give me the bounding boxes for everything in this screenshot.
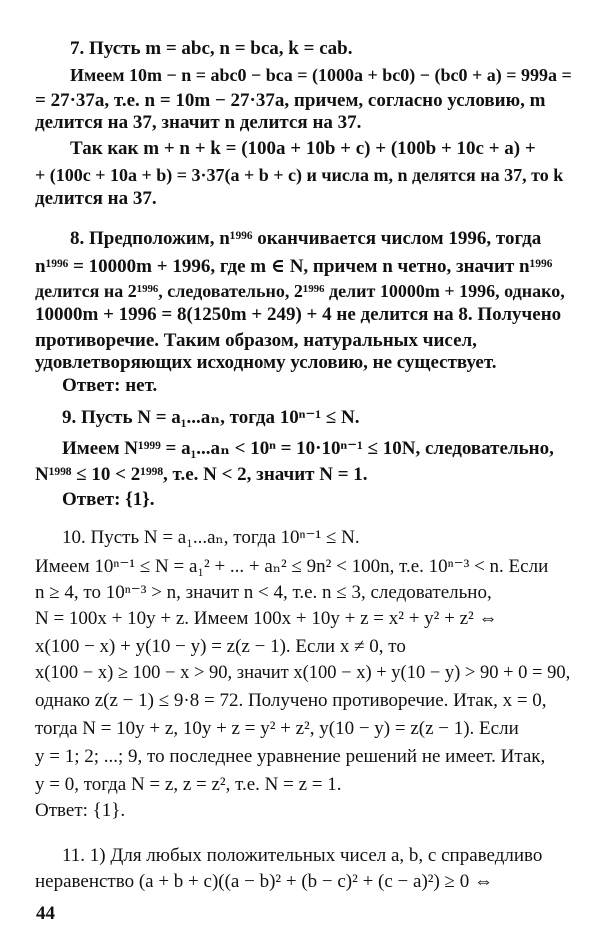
text-line: Имеем 10ⁿ⁻¹ ≤ N = a₁² + ... + aₙ² ≤ 9n² < 100n, т.е. 10ⁿ⁻³ < n. Если (35, 556, 549, 577)
text-line: x(100 − x) ≥ 100 − x > 90, значит x(100 − x) + y(10 − y) > 90 + 0 = 90, (35, 663, 571, 683)
text-line: x(100 − x) + y(10 − y) = z(z − 1). Если x ≠ 0, то (35, 636, 406, 657)
text-line: 7. Пусть m = abc, n = bca, k = cab. (70, 38, 353, 59)
text-line: Так как m + n + k = (100a + 10b + c) + (100b + 10c + a) + (70, 138, 536, 159)
text-line: противоречие. Таким образом, натуральных чисел, (35, 330, 477, 351)
text-line: 10. Пусть N = a₁...aₙ, тогда 10ⁿ⁻¹ ≤ N. (62, 527, 360, 548)
page-number: 44 (36, 903, 55, 924)
text-line: делится на 37. (35, 188, 157, 209)
text-line: Имеем N¹⁹⁹⁹ = a₁...aₙ < 10ⁿ = 10·10ⁿ⁻¹ ≤ 10N, следовательно, (62, 438, 554, 459)
text-line: + (100c + 10a + b) = 3·37(a + b + c) и числа m, n делятся на 37, то k (35, 165, 564, 185)
text-line: n ≥ 4, то 10ⁿ⁻³ > n, значит n < 4, т.е. n ≤ 3, следовательно, (35, 582, 492, 603)
text-line: тогда N = 10y + z, 10y + z = y² + z², y(10 − y) = z(z − 1). Если (35, 718, 519, 739)
text-line: y = 1; 2; ...; 9, то последнее уравнение решений не имеет. Итак, (35, 746, 546, 767)
text-line: Ответ: {1}. (62, 489, 155, 510)
text-line: n¹⁹⁹⁶ = 10000m + 1996, где m ∈ N, причем n четно, значит n¹⁹⁹⁶ (35, 256, 553, 277)
text-line: Ответ: {1}. (35, 800, 126, 821)
text-line: делится на 37, значит n делится на 37. (35, 112, 362, 133)
text-line: делится на 2¹⁹⁹⁶, следовательно, 2¹⁹⁹⁶ делит 10000m + 1996, однако, (35, 281, 565, 301)
text-line: однако z(z − 1) ≤ 9·8 = 72. Получено противоречие. Итак, x = 0, (35, 690, 547, 711)
text-line: 9. Пусть N = a₁...aₙ, тогда 10ⁿ⁻¹ ≤ N. (62, 407, 360, 428)
text-line: y = 0, тогда N = z, z = z², т.е. N = z = 1. (35, 774, 342, 795)
text-line: 10000m + 1996 = 8(1250m + 249) + 4 не делится на 8. Получено (35, 304, 562, 325)
text-line: = 27·37a, т.е. n = 10m − 27·37a, причем, согласно условию, m (35, 90, 546, 111)
text-line: Ответ: нет. (62, 375, 158, 396)
text-line: неравенство (a + b + c)((a − b)² + (b − c)² + (c − a)²) ≥ 0 ⇔ (35, 871, 493, 892)
text-line: 11. 1) Для любых положительных чисел a, b, c справедливо (62, 845, 543, 866)
text-line: удовлетворяющих исходному условию, не существует. (35, 352, 497, 373)
text-line: Имеем 10m − n = abc0 − bca = (1000a + bc0) − (bc0 + a) = 999a = (70, 65, 572, 85)
text-line: 8. Предположим, n¹⁹⁹⁶ оканчивается числом 1996, тогда (70, 228, 542, 249)
text-line: N = 100x + 10y + z. Имеем 100x + 10y + z = x² + y² + z² ⇔ (35, 608, 498, 629)
text-line: N¹⁹⁹⁸ ≤ 10 < 2¹⁹⁹⁸, т.е. N < 2, значит N = 1. (35, 464, 368, 485)
